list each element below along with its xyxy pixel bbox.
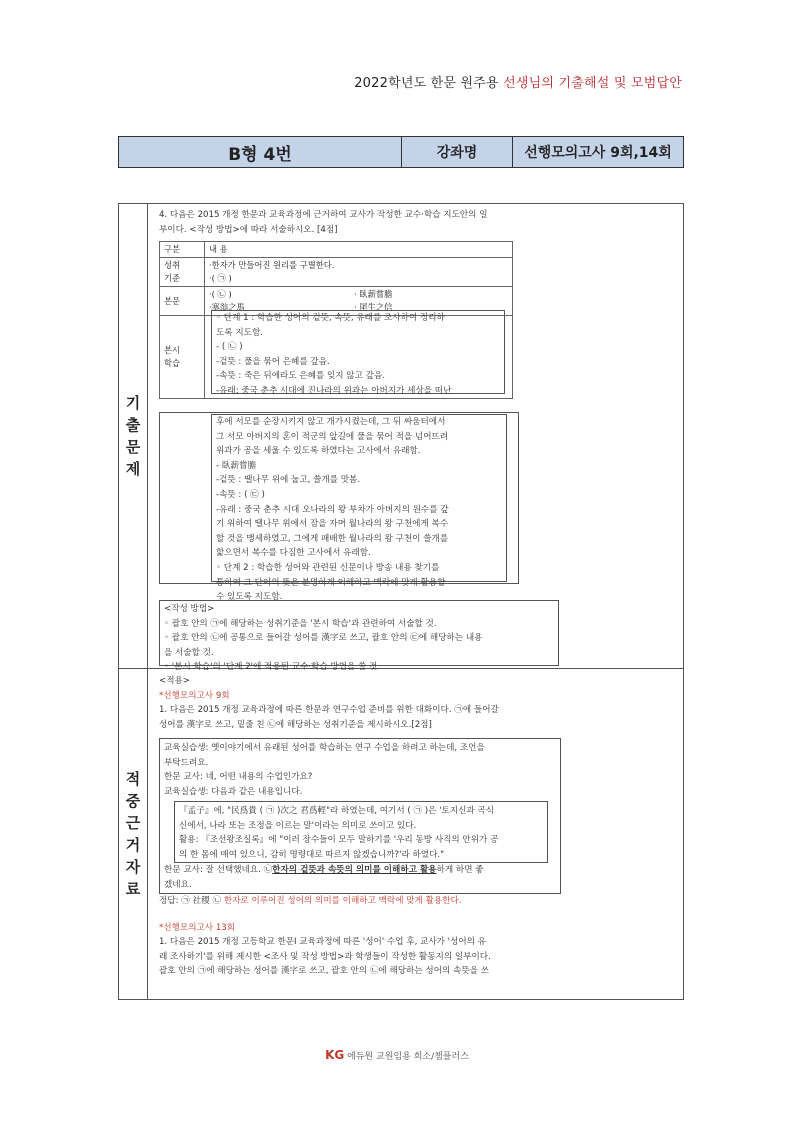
section-label-exam (119, 204, 148, 668)
question-number: B형 4번 (119, 137, 402, 167)
text-line: <작성 방법> (164, 604, 215, 614)
text-line: 핥으면서 복수를 다짐한 고사에서 유래함. (216, 548, 371, 559)
study-box-2 (211, 414, 507, 603)
text-line: -겉뜻 : 풀을 묶어 은혜를 갚음. (216, 356, 330, 367)
dialogue-box: 교육실습생: 옛이야기에서 유래된 성어를 학습하는 연구 수업을 하려고 하는데, 조언을 부탁드려요. 한문 교사: 네, 어떤 내용의 수업인가요? 교육실습생: 다음과 같은 내용입니다. 『孟子』에, "民爲貴 ( ㉠ )次之 君爲輕"라 하였는데, 여기서 ( ㉠ )은 '토지신과 곡식 신에서, 나라 또는 조정을 이르는 말'이라는 의미로 쓰이고 있다. 활용: 『조선왕조실록』에 "이러 장수들이 모두 말하기를 '우리 동방 사직의 안위가 공 의 한 몸에 매여 있으니, 감히 명령대로 따르지 않겠습니까?'라 하였다." 한문 교사: 잘 선택했네요. ㉡한자의 겉뜻과 속뜻의 의미를 이해하고 활용하게 하면 좋 겠네요. (159, 738, 561, 894)
text-line: 기 위하여 땔나무 위에서 잠을 자며 월나라의 왕 구천에게 복수 (216, 519, 449, 530)
writing-method-box (159, 600, 559, 673)
section-char: 출 (125, 416, 141, 434)
section-char: 중 (125, 792, 141, 810)
course-name: 선행모의고사 9회,14회 (524, 145, 672, 161)
text-line: -속뜻 : ( ㉢ ) (216, 489, 265, 500)
content-frame (118, 203, 684, 1000)
text-line: -유래 : 중국 춘추 시대 오나라의 왕 부차가 아버지의 원수를 갚 (216, 504, 449, 515)
evidence-section: <적용> *선행모의고사 9회 1. 다음은 2015 개정 교육과정에 따른 한문과 연구수업 준비를 위한 대화이다. ㉠에 들어갈 성어를 漢字로 쓰고, 밑줄 친 ㉡에 해당하는 성취기준을 제시하시오.[2점] (159, 676, 499, 730)
course-label: 강좌명 (402, 137, 513, 167)
text-line: - ( ㉡ ) (216, 342, 243, 353)
text-line: ◦ 괄호 안의 ㉠에 해당하는 성취기준을 '본시 학습'과 관련하여 서술할 것. (164, 618, 437, 629)
text-line: 할 것을 맹세하였고, 그에게 패배한 월나라의 왕 구천이 쓸개를 (216, 533, 449, 544)
section-char: 기 (125, 394, 141, 412)
inner-example-box: 『孟子』에, "民爲貴 ( ㉠ )次之 君爲輕"라 하였는데, 여기서 ( ㉠ )은 '토지신과 곡식 신에서, 나라 또는 조정을 이르는 말'이라는 의미로 쓰이고 있다. 활용: 『조선왕조실록』에 "이러 장수들이 모두 말하기를 '우리 동방 사직의 안위가 공 의 한 몸에 매여 있으니, 감히 명령대로 따르지 않겠습니까?'라 하였다." (174, 801, 548, 863)
page-header: 2022학년도 한문 원주용 선생님의 기출해설 및 모범답안 (354, 76, 682, 91)
text-line: 그 서모 아버지의 혼이 적군의 앞길에 풀을 묶어 적을 넘어뜨려 (216, 431, 449, 442)
page-footer: KG 에듀원 교원임용 희소/챔플러스 (325, 1048, 469, 1062)
section-label-evidence (119, 669, 148, 999)
lesson-table: 구분 내 용 성취 기준 ·한자가 만들어진 원리를 구별한다. ·( ㉠ ) 본문 ·( ㉡ ) · 臥薪嘗膽 ·塞翁之馬 · 尾生之信 본시 학습 (159, 241, 513, 399)
answer-and-q13: 정답: ㉠ 社稷 ㉡ 한자로 이루어진 성어의 의미를 이해하고 맥락에 맞게 활용한다. *선행모의고사 13회 1. 다음은 2015 개정 고등학교 한문Ⅰ 교육과정에 따른 '성어' 수업 후, 교사가 '성어의 유 래 조사하기'를 위해 제시한 <조사 및 작성 방법>과 학생들이 작성한 활동지의 일부이다. 괄호 안의 ㉠에 해당하는 성어를 漢字로 쓰고, 괄호 안의 ㉡에 해당하는 성어의 속뜻을 쓰 (159, 896, 491, 977)
question-title-bar (118, 136, 684, 168)
section-char: 문 (125, 438, 141, 456)
section-char: 료 (125, 880, 141, 898)
text-line: ◦ '본시 학습'의 '단계 2'에 적용된 교수·학습 방법을 쓸 것. (164, 662, 381, 673)
kg-logo: KG (325, 1048, 345, 1062)
text-line: 통하여 그 단어의 뜻은 분명하게 이해하고 맥락에 맞게 활용할 (216, 577, 446, 588)
text-line: ◦ 단계 1 : 학습한 성어의 겉뜻, 속뜻, 유래를 조사하여 정리하 (216, 313, 445, 323)
question-text: 4. 다음은 2015 개정 한문과 교육과정에 근거하여 교사가 작성한 교수·학습 지도안의 일 부이다. <작성 방법>에 따라 서술하시오. [4점] (159, 210, 488, 235)
section-char: 근 (125, 814, 141, 832)
text-line: 후에 서모를 순장시키지 않고 개가시켰는데, 그 뒤 싸움터에서 (216, 417, 446, 427)
text-line: -겉뜻 : 땔나무 위에 눕고, 쓸개를 맛봄. (216, 475, 361, 486)
section-char: 자 (125, 858, 141, 876)
text-line: 을 서술할 것. (164, 647, 214, 658)
text-line: -속뜻 : 죽은 뒤에라도 은혜를 잊지 않고 갚음. (216, 371, 385, 382)
text-line: ◦ 단계 2 : 학습한 성어와 관련된 신문이나 방송 내용 찾기를 (216, 562, 440, 573)
study-box-1 (211, 310, 505, 394)
text-line: -유래: 중국 춘추 시대에 진나라의 위과는 아버지가 세상을 떠난 (216, 385, 452, 396)
text-line: 도록 지도함. (216, 327, 263, 338)
section-char: 적 (125, 770, 141, 788)
section-char: 제 (125, 460, 141, 478)
section-char: 거 (125, 836, 141, 854)
text-line: 수 있도록 지도함. (216, 592, 283, 603)
text-line: - 臥薪嘗膽 (216, 460, 257, 471)
text-line: ◦ 괄호 안의 ㉡에 공통으로 들어갈 성어를 漢字로 쓰고, 괄호 안의 ㉢에 해당하는 내용 (164, 633, 483, 644)
text-line: 위과가 공을 세울 수 있도록 하였다는 고사에서 유래함. (216, 446, 421, 457)
